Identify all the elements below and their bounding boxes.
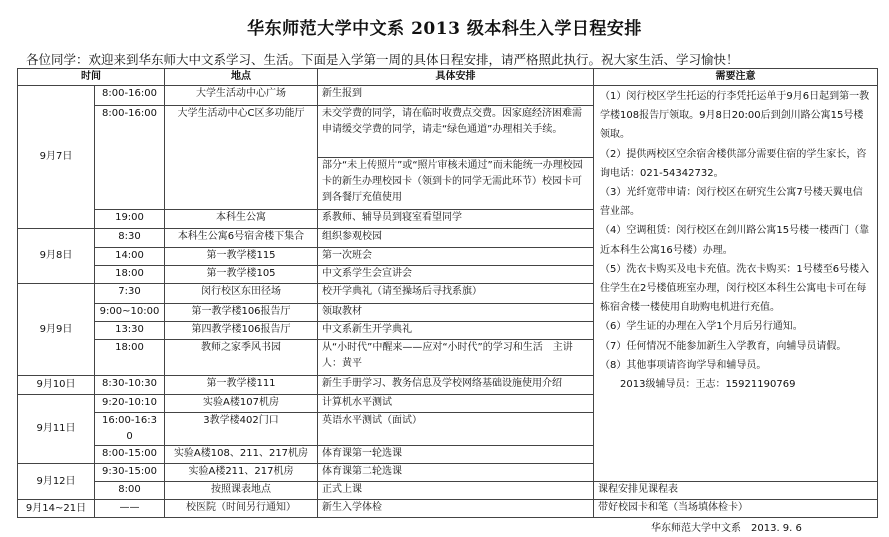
date-cell: 9月14~21日 bbox=[18, 500, 95, 518]
plan-cell: 系教师、辅导员到寝室看望同学 bbox=[318, 210, 594, 229]
place-cell: 3教学楼402门口 bbox=[165, 413, 318, 446]
page-title: 华东师范大学中文系 2013 级本科生入学日程安排 bbox=[247, 19, 642, 39]
date-cell: 9月8日 bbox=[18, 229, 95, 284]
plan-cell: 中文系新生开学典礼 bbox=[318, 322, 594, 340]
plan-cell: 体育课第二轮选课 bbox=[318, 464, 594, 482]
time-cell: 16:00-16:30 bbox=[95, 413, 165, 446]
counselor-line: 2013级辅导员：王志：15921190769 bbox=[620, 379, 796, 391]
time-cell: 18:00 bbox=[95, 266, 165, 284]
header-place: 地点 bbox=[165, 69, 318, 86]
plan-cell: 正式上课 bbox=[318, 482, 594, 500]
place-cell: 校医院（时间另行通知） bbox=[165, 500, 318, 518]
place-cell: 本科生公寓 bbox=[165, 210, 318, 229]
time-cell: 18:00 bbox=[95, 340, 165, 376]
place-cell: 教师之家季风书园 bbox=[165, 340, 318, 376]
date-cell: 9月7日 bbox=[18, 86, 95, 229]
note-line: （3）光纤宽带申请：闵行校区在研究生公寓7号楼天翼电信营业部。 bbox=[600, 187, 863, 218]
table-row bbox=[18, 500, 878, 518]
note-cell: 带好校园卡和笔（当场填体检卡） bbox=[594, 500, 878, 518]
note-line: （4）空调租赁：闵行校区在剑川路公寓15号楼一楼西门（靠近本科生公寓16号楼）办理。 bbox=[600, 225, 870, 256]
plan-cell: 新生报到 bbox=[318, 86, 594, 106]
intro-text: 各位同学：欢迎来到华东师大中文系学习、生活。下面是入学第一周的具体日程安排，请严格照此执行。祝大家生活、学习愉快！ bbox=[26, 52, 739, 67]
time-cell: 19:00 bbox=[95, 210, 165, 229]
place-cell: 第四教学楼106报告厅 bbox=[165, 322, 318, 340]
place-cell: 实验A楼107机房 bbox=[165, 395, 318, 413]
plan-cell: 英语水平测试（面试） bbox=[318, 413, 594, 446]
time-cell: 9:30-15:00 bbox=[95, 464, 165, 482]
header-notes: 需要注意 bbox=[594, 69, 878, 86]
place-cell: 实验A楼211、217机房 bbox=[165, 464, 318, 482]
table-row bbox=[18, 482, 878, 500]
plan-cell: 从“小时代”中醒来——应对“小时代”的学习和生活 主讲人：黄平 bbox=[318, 340, 594, 376]
time-cell: 8:00 bbox=[95, 482, 165, 500]
note-line: （5）洗衣卡购买及电卡充值。洗衣卡购买：1号楼至6号楼入住学生在2号楼值班室办理，闵行校区本科生公寓电卡可在每栋宿舍楼一楼使用自助购电机进行充值。 bbox=[600, 263, 870, 314]
plan-cell: 中文系学生会宣讲会 bbox=[318, 266, 594, 284]
place-cell: 闵行校区东田径场 bbox=[165, 284, 318, 304]
note-line: （8）其他事项请咨询学导和辅导员。 bbox=[600, 359, 767, 371]
table-row bbox=[18, 86, 878, 106]
note-line: （6）学生证的办理在入学1个月后另行通知。 bbox=[600, 321, 803, 333]
table-header-row bbox=[18, 69, 878, 86]
plan-cell: 计算机水平测试 bbox=[318, 395, 594, 413]
place-cell: 按照课表地点 bbox=[165, 482, 318, 500]
note-line: （2）提供两校区空余宿舍楼供部分需要住宿的学生家长，咨询电话：021-54342732。 bbox=[600, 148, 867, 179]
header-plan: 具体安排 bbox=[318, 69, 594, 86]
time-cell: 9:20-10:10 bbox=[95, 395, 165, 413]
time-cell: 8:00-16:00 bbox=[95, 106, 165, 210]
time-cell: 8:30-10:30 bbox=[95, 376, 165, 395]
note-line: （7）任何情况不能参加新生入学教育，向辅导员请假。 bbox=[600, 340, 847, 352]
place-cell: 大学生活动中心C区多功能厅 bbox=[165, 106, 318, 210]
place-cell: 本科生公寓6号宿舍楼下集合 bbox=[165, 229, 318, 248]
time-cell: 14:00 bbox=[95, 248, 165, 266]
date-cell: 9月12日 bbox=[18, 464, 95, 500]
time-cell: 13:30 bbox=[95, 322, 165, 340]
schedule-table bbox=[17, 68, 878, 518]
date-cell: 9月11日 bbox=[18, 395, 95, 464]
time-cell: 8:30 bbox=[95, 229, 165, 248]
time-cell: 8:00-16:00 bbox=[95, 86, 165, 106]
time-cell: 9:00~10:00 bbox=[95, 304, 165, 322]
plan-cell: 新生手册学习、教务信息及学校网络基础设施使用介绍 bbox=[318, 376, 594, 395]
place-cell: 第一教学楼115 bbox=[165, 248, 318, 266]
plan-cell: 组织参观校园 bbox=[318, 229, 594, 248]
notes-cell bbox=[594, 86, 878, 482]
plan-cell: 领取教材 bbox=[318, 304, 594, 322]
plan-cell: 第一次班会 bbox=[318, 248, 594, 266]
footer-signature: 华东师范大学中文系 2013. 9. 6 bbox=[651, 523, 802, 534]
place-cell: 大学生活动中心广场 bbox=[165, 86, 318, 106]
place-cell: 第一教学楼106报告厅 bbox=[165, 304, 318, 322]
plan-cell: 部分“未上传照片”或“照片审核未通过”而未能统一办理校园卡的新生办理校园卡（领到卡的同学无需此环节）校园卡可到各餐厅充值使用 bbox=[318, 158, 594, 210]
time-cell: 7:30 bbox=[95, 284, 165, 304]
note-cell: 课程安排见课程表 bbox=[594, 482, 878, 500]
date-cell: 9月9日 bbox=[18, 284, 95, 376]
plan-cell: 未交学费的同学，请在临时收费点交费。因家庭经济困难需申请缓交学费的同学，请走“绿色通道”办理相关手续。 bbox=[318, 106, 594, 158]
plan-cell: 体育课第一轮选课 bbox=[318, 446, 594, 464]
place-cell: 第一教学楼111 bbox=[165, 376, 318, 395]
time-cell: —— bbox=[95, 500, 165, 518]
plan-cell: 新生入学体检 bbox=[318, 500, 594, 518]
header-time: 时间 bbox=[18, 69, 165, 86]
time-cell: 8:00-15:00 bbox=[95, 446, 165, 464]
date-cell: 9月10日 bbox=[18, 376, 95, 395]
plan-cell: 校开学典礼（请至操场后寻找系旗） bbox=[318, 284, 594, 304]
note-line: （1）闵行校区学生托运的行李凭托运单于9月6日起到第一教学楼108报告厅领取。9月8日20:00后到剑川路公寓15号楼领取。 bbox=[600, 91, 870, 141]
place-cell: 第一教学楼105 bbox=[165, 266, 318, 284]
place-cell: 实验A楼108、211、217机房 bbox=[165, 446, 318, 464]
